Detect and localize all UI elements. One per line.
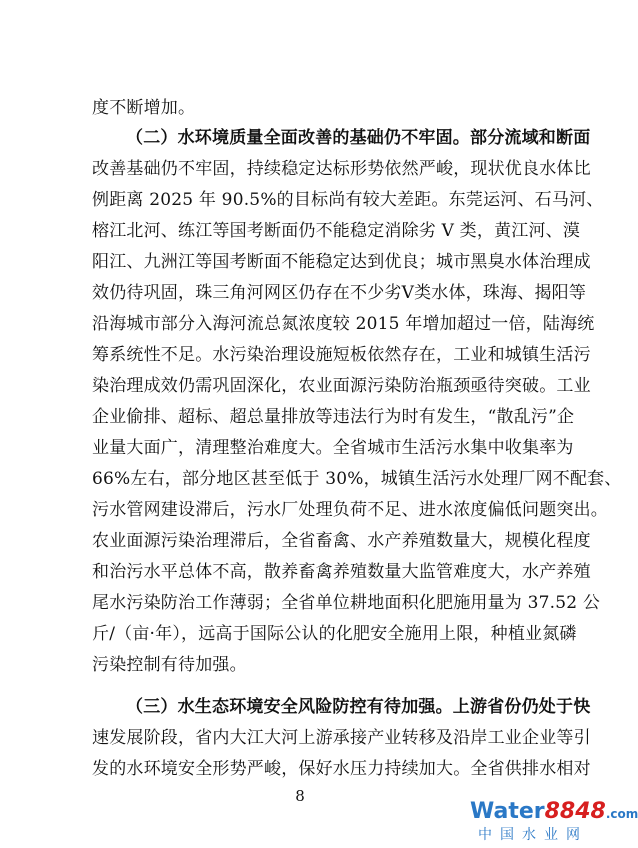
page-number: 8 bbox=[295, 787, 305, 805]
text-line: 业量大面广，清理整治难度大。全省城市生活污水集中收集率为 bbox=[92, 438, 574, 458]
logo-letters: Water bbox=[470, 799, 545, 824]
text-line: 度不断增加。 bbox=[92, 98, 196, 118]
text-line: 企业偷排、超标、超总量排放等违法行为时有发生，“散乱污”企 bbox=[92, 407, 575, 427]
logo-wordmark bbox=[470, 799, 638, 826]
text-line: 筹系统性不足。水污染治理设施短板依然存在，工业和城镇生活污 bbox=[92, 345, 591, 365]
logo-number: 8848 bbox=[544, 799, 606, 824]
text-line: 例距离 2025 年 90.5%的目标尚有较大差距。东莞运河、石马河、 bbox=[92, 190, 604, 210]
text-line: 污水管网建设滞后，污水厂处理负荷不足、进水浓度偏低问题突出。 bbox=[92, 500, 608, 520]
text-line: 染治理成效仍需巩固深化，农业面源污染防治瓶颈亟待突破。工业 bbox=[92, 376, 591, 396]
text-line: 农业面源污染治理滞后，全省畜禽、水产养殖数量大，规模化程度 bbox=[92, 531, 591, 551]
logo-suffix: .com bbox=[605, 807, 638, 821]
section-heading-line: （二）水环境质量全面改善的基础仍不牢固。部分流域和断面 bbox=[126, 128, 591, 148]
watermark-logo bbox=[470, 799, 638, 844]
text-line: 污染控制有待加强。 bbox=[92, 655, 247, 675]
section-heading-line: （三）水生态环境安全风险防控有待加强。上游省份仍处于快 bbox=[126, 697, 591, 717]
text-line: 沿海城市部分入海河流总氮浓度较 2015 年增加超过一倍，陆海统 bbox=[92, 314, 595, 334]
text-line: 速发展阶段，省内大江大河上游承接产业转移及沿岸工业企业等引 bbox=[92, 728, 591, 748]
text-line: 改善基础仍不牢固，持续稳定达标形势依然严峻，现状优良水体比 bbox=[92, 159, 591, 179]
text-line: 尾水污染防治工作薄弱；全省单位耕地面积化肥施用量为 37.52 公 bbox=[92, 593, 601, 613]
text-line: 效仍待巩固，珠三角河网区仍存在不少劣V类水体，珠海、揭阳等 bbox=[92, 283, 587, 303]
text-line: 发的水环境安全形势严峻，保好水压力持续加大。全省供排水相对 bbox=[92, 759, 591, 779]
logo-chinese-name: 中国水业网 bbox=[478, 827, 588, 843]
text-line: 斤/（亩·年），远高于国际公认的化肥安全施用上限，种植业氮磷 bbox=[92, 624, 577, 644]
text-line: 阳江、九洲江等国考断面不能稳定达到优良；城市黑臭水体治理成 bbox=[92, 252, 591, 272]
text-line: 66%左右，部分地区甚至低于 30%，城镇生活污水处理厂网不配套、 bbox=[92, 469, 622, 489]
text-line: 和治污水平总体不高，散养畜禽养殖数量大监管难度大，水产养殖 bbox=[92, 562, 591, 582]
text-line: 榕江北河、练江等国考断面仍不能稳定消除劣 V 类，黄江河、漠 bbox=[92, 221, 581, 241]
